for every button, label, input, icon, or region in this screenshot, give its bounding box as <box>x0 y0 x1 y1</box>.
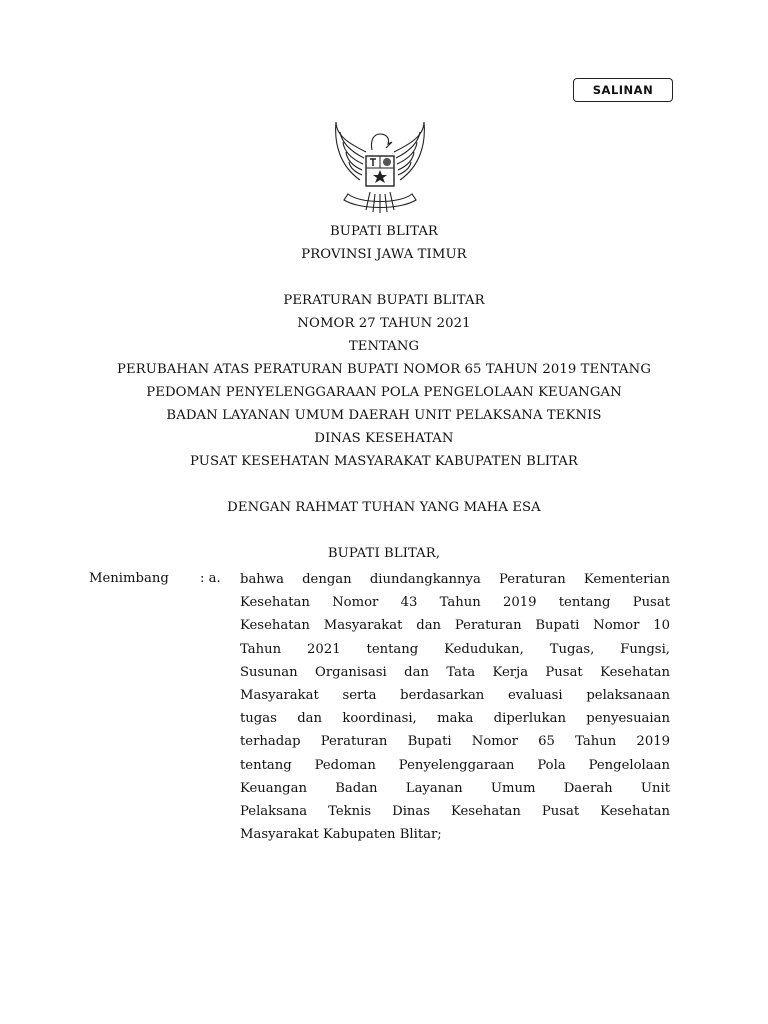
paragraph-line: Susunan Organisasi dan Tata Kerja Pusat Kesehatan <box>240 664 670 680</box>
title-line: PEDOMAN PENYELENGGARAAN POLA PENGELOLAAN KEUANGAN <box>146 385 622 400</box>
title-line: DINAS KESEHATAN <box>314 431 454 446</box>
considering-label: Menimbang <box>89 571 169 586</box>
title-line: BADAN LAYANAN UMUM DAERAH UNIT PELAKSANA TEKNIS <box>166 408 602 423</box>
regulation-number: NOMOR 27 TAHUN 2021 <box>297 316 471 331</box>
addressee: BUPATI BLITAR, <box>327 546 441 561</box>
paragraph-line: bahwa dengan diundangkannya Peraturan Kementerian <box>240 572 670 587</box>
paragraph-line: terhadap Peraturan Bupati Nomor 65 Tahun 2019 <box>240 734 670 750</box>
considering-paragraph <box>240 571 670 849</box>
title-line: PUSAT KESEHATAN MASYARAKAT KABUPATEN BLITAR <box>190 454 578 469</box>
paragraph-line: Pelaksana Teknis Dinas Kesehatan Pusat Kesehatan <box>240 803 670 819</box>
garuda-emblem-icon <box>330 114 430 218</box>
paragraph-line: Masyarakat Kabupaten Blitar; <box>240 827 442 843</box>
considering-marker: : a. <box>200 571 221 586</box>
issuer-heading: BUPATI BLITAR <box>330 224 438 239</box>
about-heading: TENTANG <box>348 339 420 354</box>
invocation: DENGAN RAHMAT TUHAN YANG MAHA ESA <box>227 500 541 515</box>
paragraph-line: Keuangan Badan Layanan Umum Daerah Unit <box>240 780 670 796</box>
paragraph-line: Masyarakat serta berdasarkan evaluasi pelaksanaan <box>240 687 670 703</box>
title-line: PERUBAHAN ATAS PERATURAN BUPATI NOMOR 65 TAHUN 2019 TENTANG <box>117 362 651 377</box>
paragraph-line: tugas dan koordinasi, maka diperlukan penyesuaian <box>240 711 670 727</box>
paragraph-line: Kesehatan Masyarakat dan Peraturan Bupati Nomor 10 <box>240 618 670 634</box>
paragraph-line: tentang Pedoman Penyelenggaraan Pola Pengelolaan <box>240 757 670 773</box>
paragraph-line: Tahun 2021 tentang Kedudukan, Tugas, Fungsi, <box>240 641 670 657</box>
province-heading: PROVINSI JAWA TIMUR <box>301 247 467 262</box>
salinan-stamp: SALINAN <box>573 78 673 102</box>
regulation-type: PERATURAN BUPATI BLITAR <box>283 293 485 308</box>
paragraph-line: Kesehatan Nomor 43 Tahun 2019 tentang Pusat <box>240 595 670 611</box>
